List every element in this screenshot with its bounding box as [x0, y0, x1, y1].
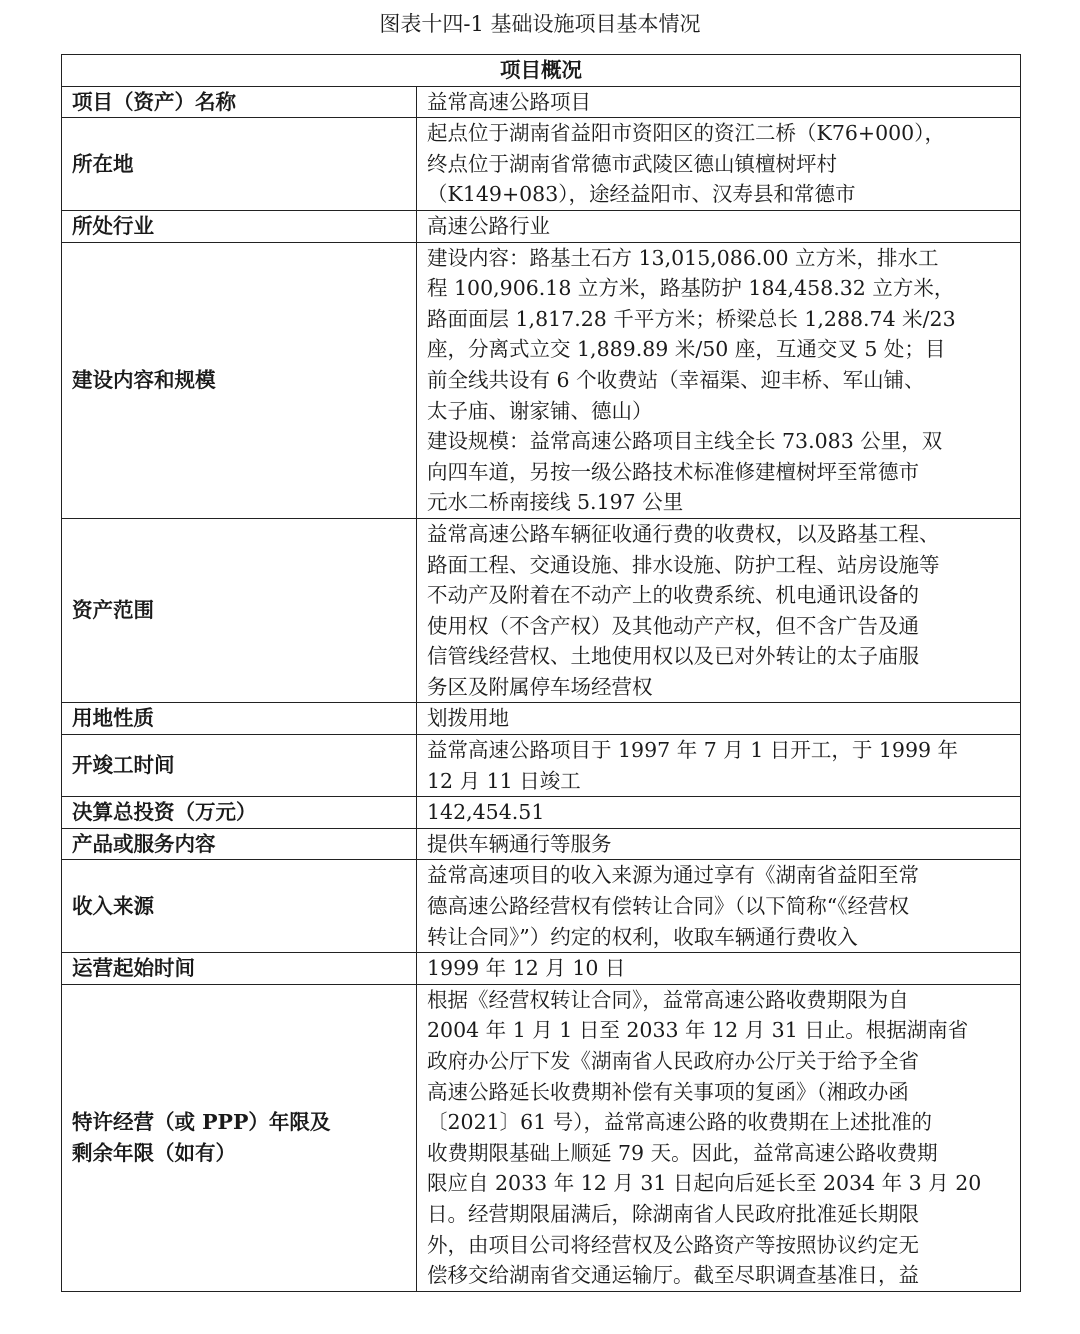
row-value-line: 座，分离式立交 1,889.89 米/50 座，互通交叉 5 处；目: [427, 337, 946, 362]
row-value-line: 向四车道，另按一级公路技术标准修建檀树坪至常德市: [427, 459, 919, 484]
row-value-line: 偿移交给湖南省交通运输厅。截至尽职调查基准日，益: [427, 1263, 919, 1288]
row-value-line: 使用权（不含产权）及其他动产产权，但不含广告及通: [427, 613, 919, 638]
row-value-line: 信管线经营权、土地使用权以及已对外转让的太子庙服: [427, 644, 919, 669]
row-value-line: 建设内容：路基土石方 13,015,086.00 立方米，排水工: [427, 245, 939, 270]
row-value: [417, 860, 1021, 953]
table-caption: 图表十四-1 基础设施项目基本情况: [379, 12, 701, 36]
table-row: [62, 703, 1021, 735]
row-value-line: （K149+083），途经益阳市、汉寿县和常德市: [427, 182, 856, 207]
table-row: [62, 797, 1021, 829]
row-value: [417, 518, 1021, 703]
row-label-line: 开竣工时间: [72, 753, 175, 778]
row-value: [417, 210, 1021, 242]
row-label-line: 决算总投资（万元）: [72, 800, 257, 825]
row-value-line: 起点位于湖南省益阳市资阳区的资江二桥（K76+000），: [427, 121, 945, 146]
row-value-line: 高速公路行业: [427, 213, 550, 238]
row-value-line: 太子庙、谢家铺、德山）: [427, 398, 653, 423]
table-row: [62, 518, 1021, 703]
row-label: [62, 860, 417, 953]
row-label-line: 收入来源: [72, 894, 154, 919]
row-value: [417, 828, 1021, 860]
table-row: [62, 860, 1021, 953]
row-value-line: 〔2021〕61 号），益常高速公路的收费期在上述批准的: [427, 1110, 933, 1135]
table-row: [62, 953, 1021, 985]
row-label-line: 剩余年限（如有）: [72, 1140, 236, 1165]
row-value-line: 不动产及附着在不动产上的收费系统、机电通讯设备的: [427, 583, 919, 608]
row-label: [62, 828, 417, 860]
row-value-line: 收费期限基础上顺延 79 天。因此，益常高速公路收费期: [427, 1140, 938, 1165]
row-value-line: 高速公路延长收费期补偿有关事项的复函》（湘政办函: [427, 1079, 909, 1104]
table-header-cell: 项目概况: [62, 55, 1021, 87]
row-value-line: 政府办公厅下发《湖南省人民政府办公厅关于给予全省: [427, 1049, 919, 1073]
row-value-line: 12 月 11 日竣工: [427, 768, 581, 793]
row-value-line: 1999 年 12 月 10 日: [427, 956, 626, 981]
row-label: [62, 518, 417, 703]
project-info-table: [61, 54, 1021, 1292]
row-label: [62, 984, 417, 1291]
row-value: [417, 242, 1021, 518]
row-label-line: 所在地: [72, 151, 134, 176]
row-value-line: 2004 年 1 月 1 日至 2033 年 12 月 31 日止。根据湖南省: [427, 1018, 969, 1043]
table-row: [62, 210, 1021, 242]
row-label-line: 特许经营（或 PPP）年限及: [72, 1110, 331, 1135]
row-value: [417, 735, 1021, 797]
row-label: [62, 797, 417, 829]
row-value-line: 程 100,906.18 立方米，路基防护 184,458.32 立方米，: [427, 276, 955, 301]
row-label: [62, 953, 417, 985]
row-label-line: 运营起始时间: [72, 956, 195, 981]
row-value: [417, 86, 1021, 118]
row-value-line: 建设规模：益常高速公路项目主线全长 73.083 公里，双: [427, 429, 943, 454]
table-row: [62, 86, 1021, 118]
row-label-line: 所处行业: [72, 213, 154, 238]
row-label: [62, 118, 417, 211]
table-row: [62, 984, 1021, 1291]
row-label: [62, 86, 417, 118]
row-value-line: 日。经营期限届满后，除湖南省人民政府批准延长期限: [427, 1201, 919, 1226]
table-row: [62, 242, 1021, 518]
row-label-line: 建设内容和规模: [72, 367, 216, 392]
row-value-line: 外，由项目公司将经营权及公路资产等按照协议约定无: [427, 1232, 919, 1257]
row-value-line: 德高速公路经营权有偿转让合同》（以下简称“《经营权: [427, 894, 909, 919]
row-value: [417, 118, 1021, 211]
row-value-line: 务区及附属停车场经营权: [427, 674, 653, 699]
row-label-line: 资产范围: [72, 598, 154, 623]
table-body: [62, 55, 1021, 1292]
row-label: [62, 735, 417, 797]
row-value: [417, 703, 1021, 735]
table-row: [62, 828, 1021, 860]
row-value-line: 益常高速公路车辆征收通行费的收费权，以及路基工程、: [427, 521, 940, 546]
row-value-line: 根据《经营权转让合同》，益常高速公路收费期限为自: [427, 987, 909, 1012]
table-row: [62, 118, 1021, 211]
row-value-line: 益常高速项目的收入来源为通过享有《湖南省益阳至常: [427, 863, 919, 888]
row-value-line: 终点位于湖南省常德市武陵区德山镇檀树坪村: [427, 151, 837, 176]
row-label: [62, 703, 417, 735]
row-value-line: 益常高速公路项目: [427, 89, 591, 114]
row-value-line: 前全线共设有 6 个收费站（幸福渠、迎丰桥、军山铺、: [427, 367, 925, 392]
row-label-line: 项目（资产）名称: [72, 89, 236, 114]
row-label-line: 产品或服务内容: [72, 831, 216, 856]
row-value: [417, 953, 1021, 985]
row-value-line: 划拨用地: [427, 706, 509, 731]
row-label: [62, 210, 417, 242]
row-value-line: 路面面层 1,817.28 千平方米；桥梁总长 1,288.74 米/23: [427, 306, 956, 331]
row-value: [417, 797, 1021, 829]
table-row: [62, 735, 1021, 797]
row-value-line: 142,454.51: [427, 800, 545, 825]
row-value-line: 提供车辆通行等服务: [427, 831, 612, 856]
row-value: [417, 984, 1021, 1291]
table-header-row: [62, 55, 1021, 87]
row-label: [62, 242, 417, 518]
row-label-line: 用地性质: [72, 706, 154, 731]
row-value-line: 益常高速公路项目于 1997 年 7 月 1 日开工，于 1999 年: [427, 738, 959, 763]
row-value-line: 路面工程、交通设施、排水设施、防护工程、站房设施等: [427, 552, 940, 577]
row-value-line: 元水二桥南接线 5.197 公里: [427, 490, 684, 515]
row-value-line: 限应自 2033 年 12 月 31 日起向后延长至 2034 年 3 月 20: [427, 1171, 982, 1196]
row-value-line: 转让合同》”）约定的权利，收取车辆通行费收入: [427, 924, 858, 949]
